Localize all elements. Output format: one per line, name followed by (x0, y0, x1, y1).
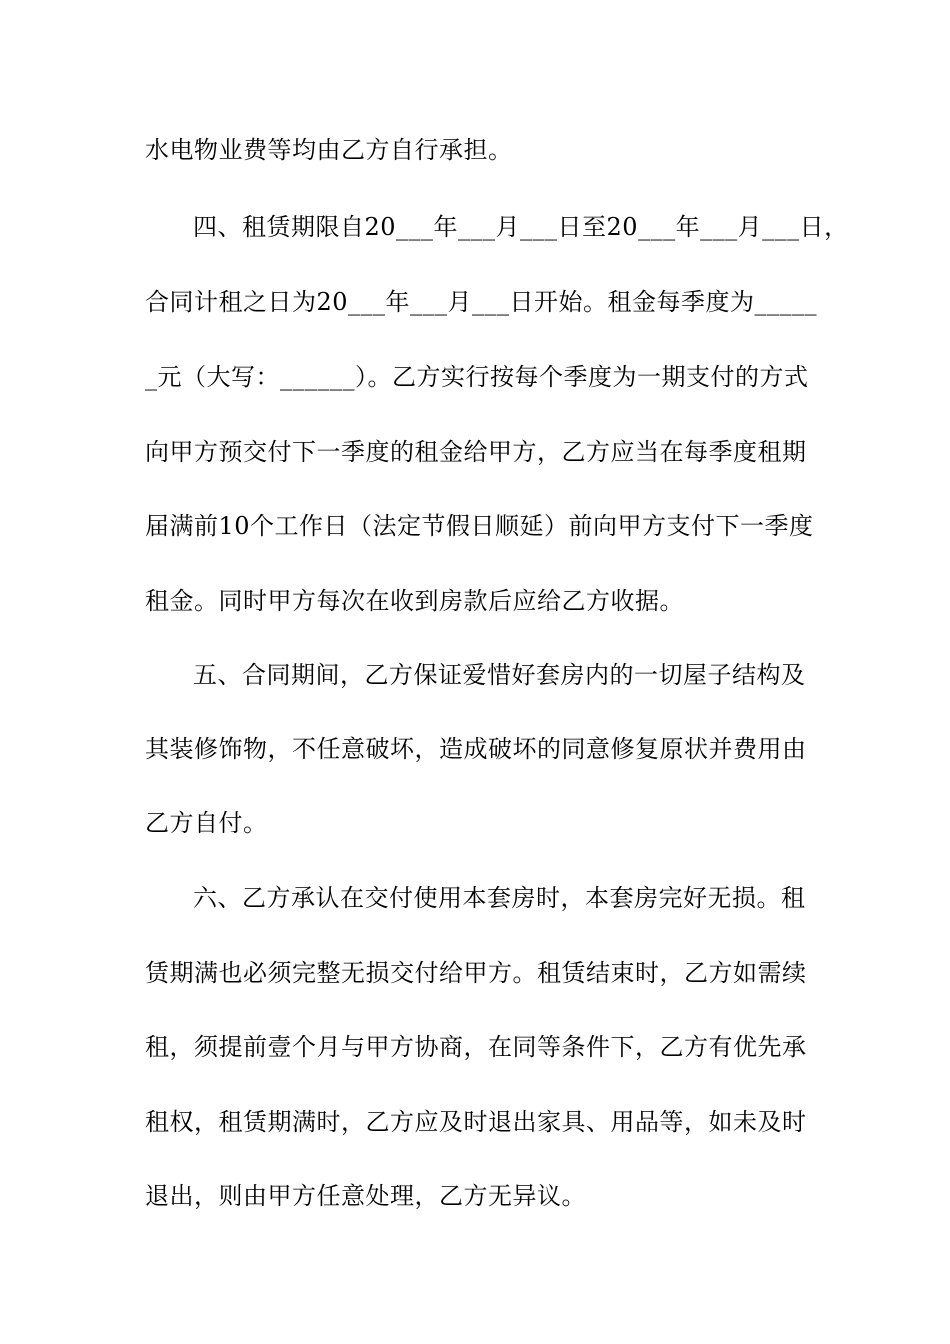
text-line: 租权，租赁期满时，乙方应及时退出家具、用品等，如未及时 (145, 1108, 807, 1136)
text-line: 合同计租之日为20___年___月___日开始。租金每季度为_____ (145, 288, 818, 316)
clause-five-line: 五、合同期间，乙方保证爱惜好套房内的一切屋子结构及 (193, 661, 806, 689)
text-line: 水电物业费等均由乙方自行承担。 (145, 136, 513, 164)
text-line: 租金。同时甲方每次在收到房款后应给乙方收据。 (145, 587, 684, 615)
text-line: 向甲方预交付下一季度的租金给甲方，乙方应当在每季度租期 (145, 438, 807, 466)
text-line: 乙方自付。 (145, 809, 268, 837)
clause-six-line: 六、乙方承认在交付使用本套房时，本套房完好无损。租 (193, 884, 806, 912)
text-line: 退出，则由甲方任意处理，乙方无异议。 (145, 1182, 586, 1210)
text-line: 赁期满也必须完整无损交付给甲方。租赁结束时，乙方如需续 (145, 959, 807, 987)
text-line: 租，须提前壹个月与甲方协商，在同等条件下，乙方有优先承 (145, 1033, 807, 1061)
text-line: 其装修饰物，不任意破坏，造成破坏的同意修复原状并费用由 (145, 735, 807, 763)
clause-four-line: 四、租赁期限自20___年___月___日至20___年___月___日， (193, 213, 849, 241)
text-line: 届满前10个工作日（法定节假日顺延）前向甲方支付下一季度 (145, 512, 814, 540)
text-line: _元（大写：______）。乙方实行按每个季度为一期支付的方式 (145, 363, 809, 391)
